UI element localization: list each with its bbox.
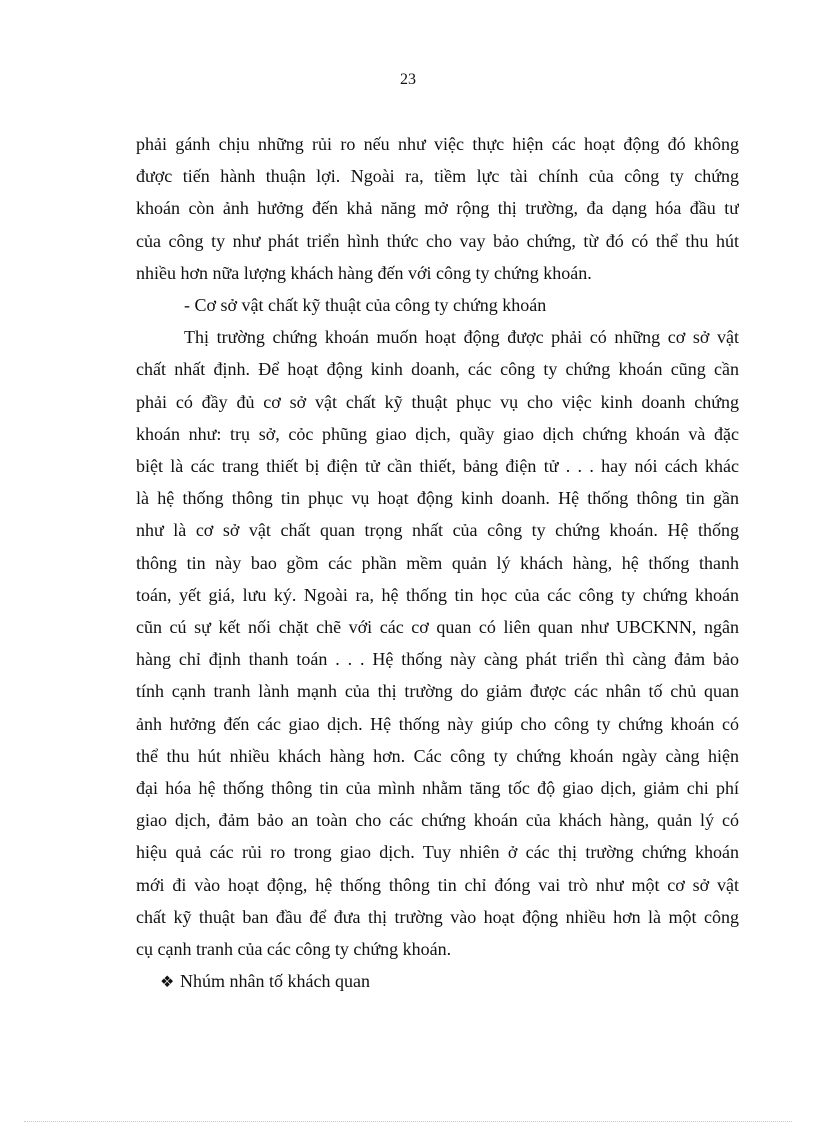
text-line: được tiến hành thuận lợi. Ngoài ra, tiềm lực tài chính của công ty chứng bbox=[136, 166, 739, 187]
text-line: thể thu hút nhiều khách hàng hơn. Các công ty chứng khoán ngày càng hiện bbox=[136, 745, 739, 766]
text-line: Thị trường chứng khoán muốn hoạt động được phải có những cơ sở vật bbox=[184, 327, 739, 348]
text-line: nhiều hơn nữa lượng khách hàng đến với công ty chứng khoán. bbox=[136, 262, 592, 283]
page-bottom-divider bbox=[24, 1121, 792, 1122]
text-line: hàng chỉ định thanh toán . . . Hệ thống này càng phát triển thì càng đảm bảo bbox=[136, 649, 739, 670]
text-line: giao dịch, đảm bảo an toàn cho các chứng khoán của khách hàng, quản lý có bbox=[136, 810, 739, 831]
text-line: ảnh hưởng đến các giao dịch. Hệ thống này giúp cho công ty chứng khoán có bbox=[136, 713, 739, 734]
text-line: tính cạnh tranh lành mạnh của thị trường do giảm được các nhân tố chủ quan bbox=[136, 681, 739, 702]
text-line: toán, yết giá, lưu ký. Ngoài ra, hệ thống tin học của các công ty chứng khoán bbox=[136, 584, 739, 605]
paragraph-infrastructure bbox=[136, 321, 739, 965]
text-line: hiệu quả các rủi ro trong giao dịch. Tuy nhiên ở các thị trường chứng khoán bbox=[136, 842, 739, 863]
text-line: phải gánh chịu những rủi ro nếu như việc thực hiện các hoạt động đó không bbox=[136, 134, 739, 154]
paragraph-financial-capacity bbox=[136, 128, 739, 289]
subheading bbox=[136, 289, 739, 321]
text-line: như là cơ sở vật chất quan trọng nhất của công ty chứng khoán. Hệ thống bbox=[136, 520, 739, 541]
subheading-text: - Cơ sở vật chất kỹ thuật của công ty chứng khoán bbox=[184, 295, 547, 316]
bullet-heading-text: Nhúm nhân tố khách quan bbox=[180, 971, 370, 992]
text-line: là hệ thống thông tin phục vụ hoạt động kinh doanh. Hệ thống thông tin gần bbox=[136, 488, 739, 509]
text-line: thông tin này bao gồm các phần mềm quản lý khách hàng, hệ thống thanh bbox=[136, 552, 739, 573]
diamond-dots-icon: ❖ bbox=[160, 974, 175, 992]
text-line: khoán như: trụ sở, cỏc phũng giao dịch, quầy giao dịch chứng khoán và đặc bbox=[136, 423, 739, 444]
text-line: phải có đầy đủ cơ sở vật chất kỹ thuật phục vụ cho việc kinh doanh chứng bbox=[136, 391, 739, 412]
text-line: đại hóa hệ thống thông tin của mình nhằm tăng tốc độ giao dịch, giảm chi phí bbox=[136, 778, 739, 799]
text-line: biệt là các trang thiết bị điện tử cần thiết, bảng điện tử . . . hay nói cách khác bbox=[136, 456, 739, 477]
text-line: chất nhất định. Để hoạt động kinh doanh, các công ty chứng khoán cũng cần bbox=[136, 359, 739, 380]
text-line: của công ty như phát triển hình thức cho vay bảo chứng, từ đó có thể thu hút bbox=[136, 230, 739, 251]
page-number: 23 bbox=[400, 71, 416, 88]
bullet-heading bbox=[136, 965, 739, 999]
text-line: khoán còn ảnh hưởng đến khả năng mở rộng thị trường, đa dạng hóa đầu tư bbox=[136, 198, 739, 219]
text-line: cũn cú sự kết nối chặt chẽ với các cơ quan có liên quan như UBCKNN, ngân bbox=[136, 617, 739, 638]
document-body bbox=[136, 128, 739, 999]
text-line: cụ cạnh tranh của các công ty chứng khoán. bbox=[136, 939, 452, 960]
text-line: chất kỹ thuật ban đầu để đưa thị trường vào hoạt động nhiều hơn là một công bbox=[136, 906, 739, 927]
text-line: mới đi vào hoạt động, hệ thống thông tin chỉ đóng vai trò như một cơ sở vật bbox=[136, 874, 739, 895]
